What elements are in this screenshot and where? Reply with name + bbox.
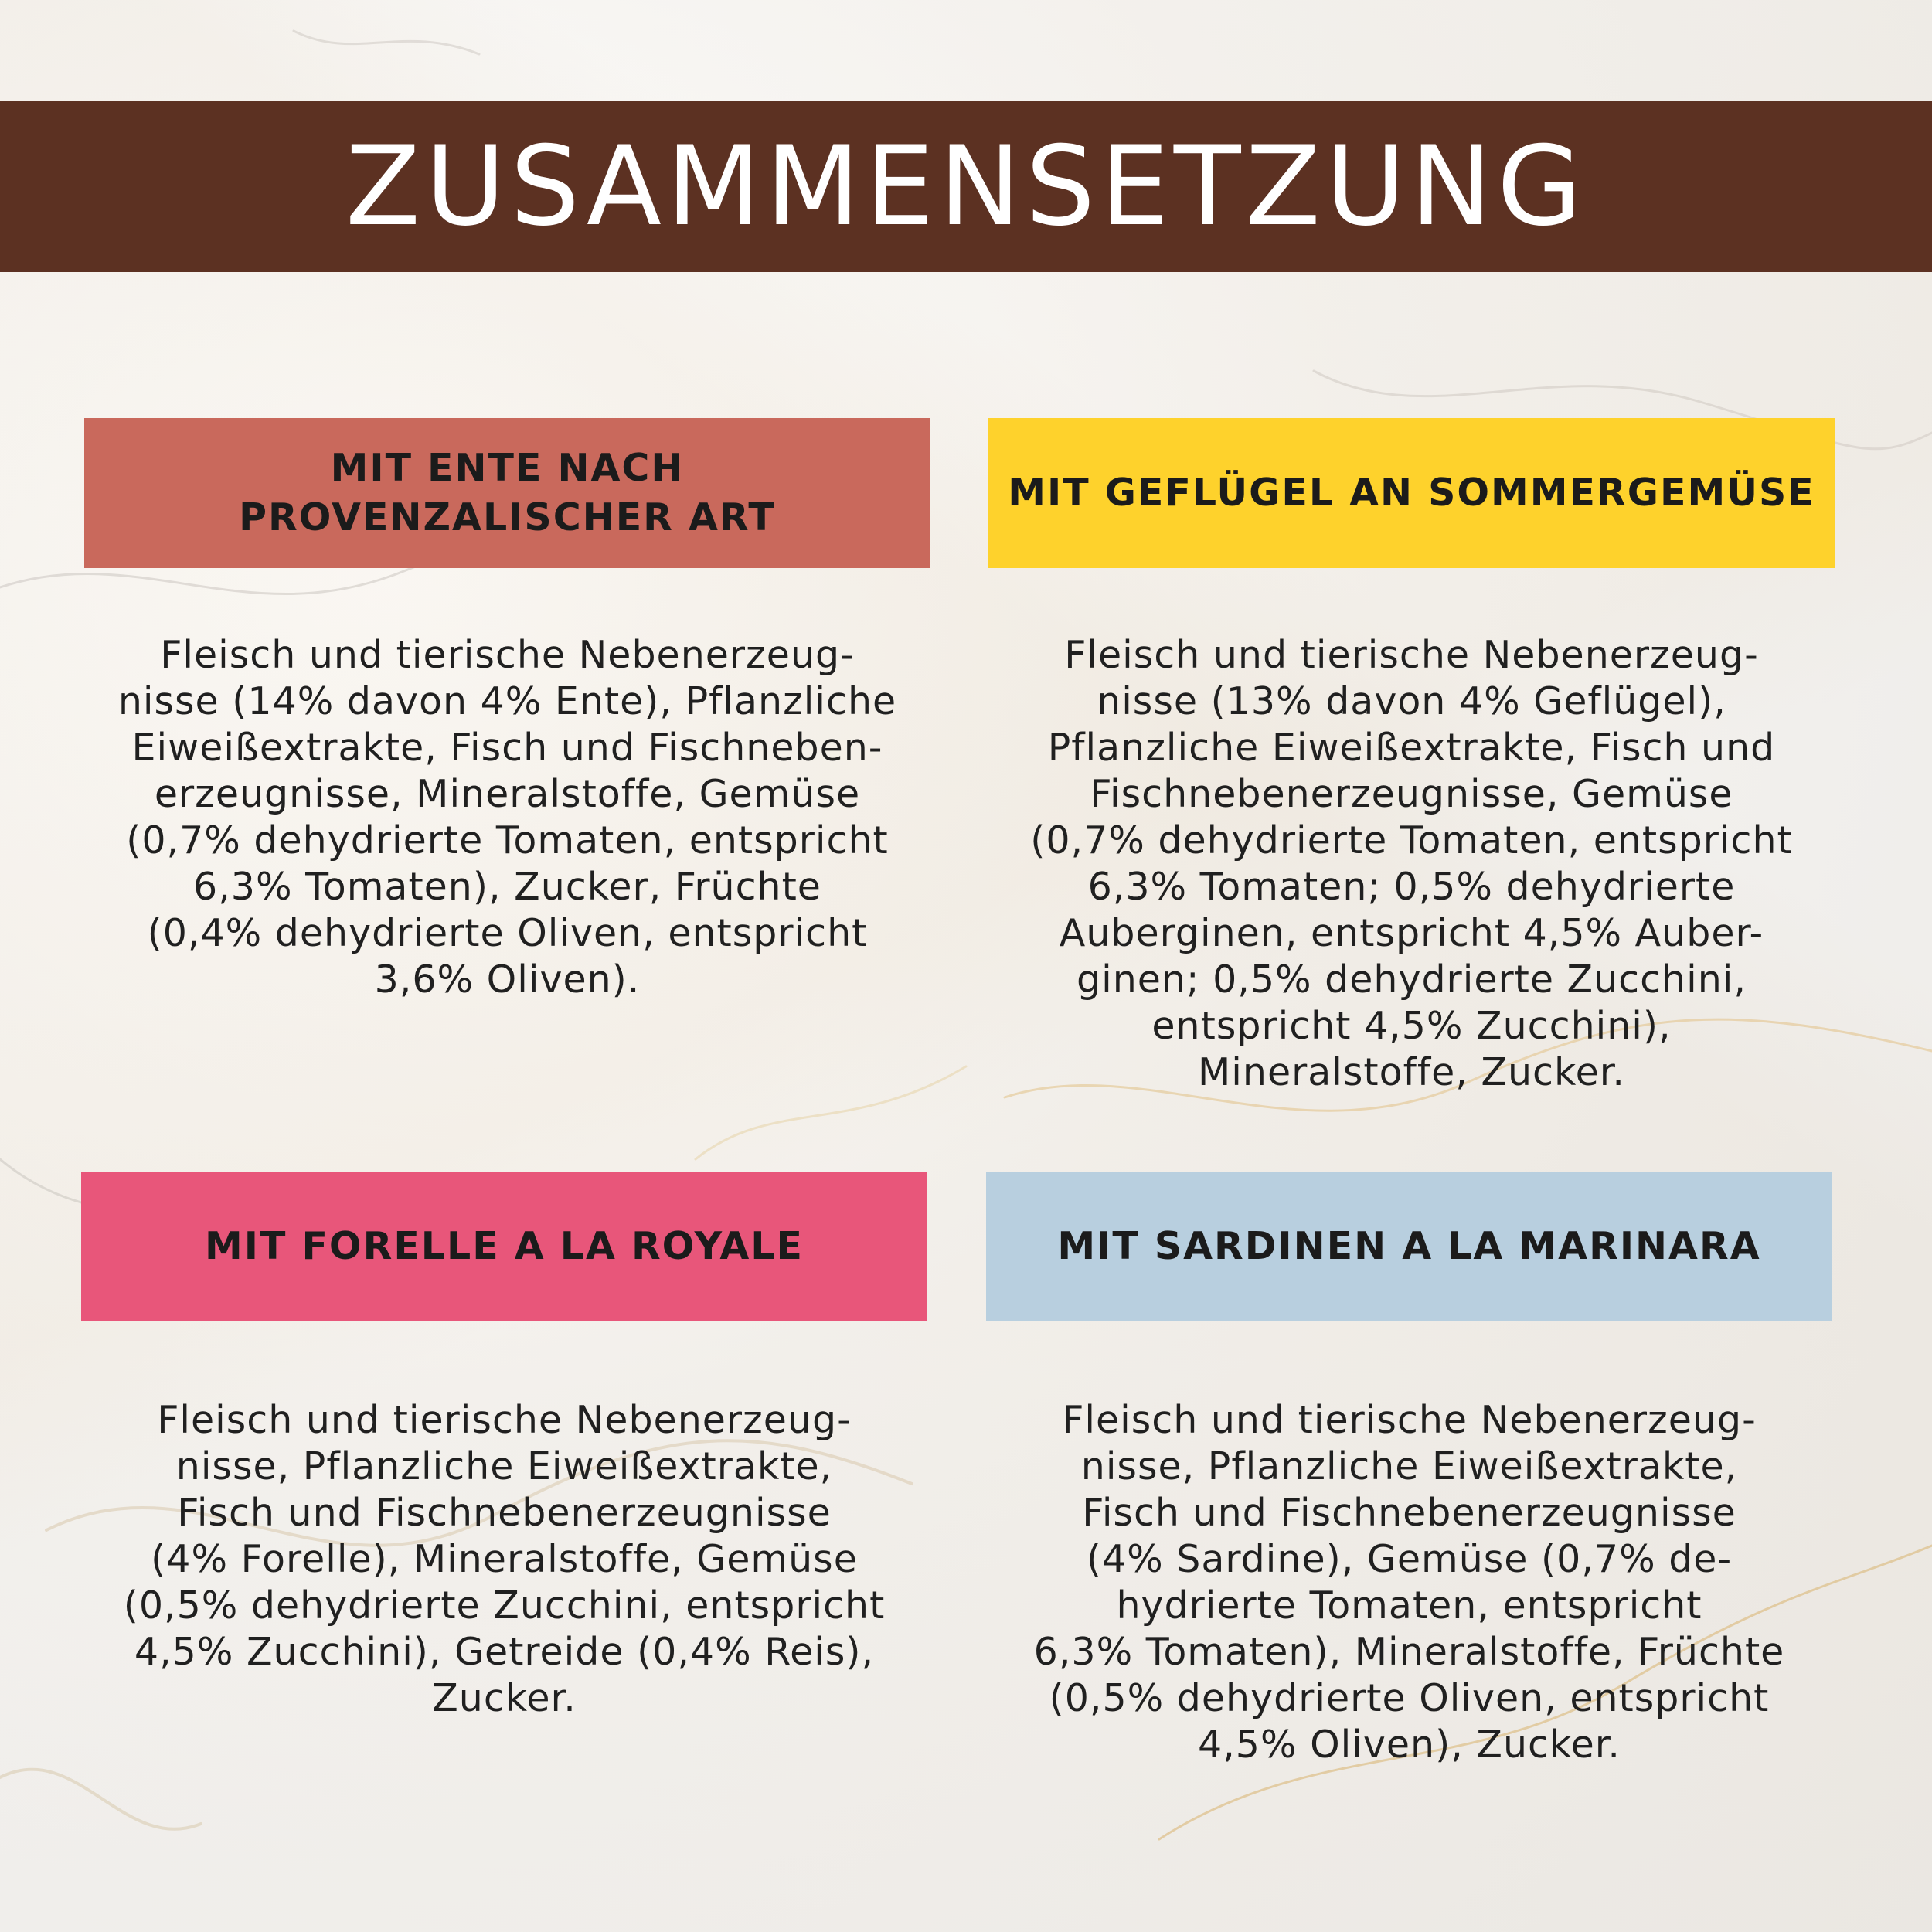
card-header-sardinen [986, 1172, 1832, 1321]
page-title: ZUSAMMENSETZUNG [345, 122, 1587, 250]
card-header-ente [84, 418, 930, 568]
card-text-forelle: Fleisch und tierische Nebenerzeug- nisse, Pflanzliche Eiweißextrakte, Fisch und Fischnebenerzeugnisse (4% Forelle), Mineralstoffe, Gemüse (0,5% dehydrierte Zucchini, entspricht 4,5% Zucchini), Getreide (0,4% Reis), Zucker. [123, 1398, 886, 1720]
card-heading-sardinen: MIT SARDINEN A LA MARINARA [1057, 1224, 1761, 1268]
card-heading-gefluegel: MIT GEFLÜGEL AN SOMMERGEMÜSE [1008, 471, 1815, 515]
card-text-sardinen: Fleisch und tierische Nebenerzeug- nisse, Pflanzliche Eiweißextrakte, Fisch und Fischnebenerzeugnisse (4% Sardine), Gemüse (0,7% de- hydrierte Tomaten, entspricht 6,3% Tomaten), Mineralstoffe, Früchte (0,5% dehydrierte Oliven, entspricht 4,5% Oliven), Zucker. [1033, 1398, 1785, 1767]
title-banner [0, 101, 1932, 272]
card-text-gefluegel: Fleisch und tierische Nebenerzeug- nisse (13% davon 4% Geflügel), Pflanzliche Eiweißextrakte, Fisch und Fischnebenerzeugnisse, Gemüse (0,7% dehydrierte Tomaten, entspricht 6,3% Tomaten; 0,5% dehydrierte Auberginen, entspricht 4,5% Auber- ginen; 0,5% dehydrierte Zucchini, entspricht 4,5% Zucchini), Mineralstoffe, Zucker. [1030, 633, 1793, 1094]
card-text-ente: Fleisch und tierische Nebenerzeug- nisse (14% davon 4% Ente), Pflanzliche Eiweißextrakte, Fisch und Fischneben- erzeugnisse, Mineralstoffe, Gemüse (0,7% dehydrierte Tomaten, entspricht 6,3% Tomaten), Zucker, Früchte (0,4% dehydrierte Oliven, entspricht 3,6% Oliven). [117, 633, 897, 1002]
card-heading-ente: MIT ENTE NACH PROVENZALISCHER ART [239, 446, 776, 539]
card-heading-forelle: MIT FORELLE A LA ROYALE [204, 1224, 804, 1268]
card-header-gefluegel [988, 418, 1835, 568]
card-header-forelle [81, 1172, 927, 1321]
